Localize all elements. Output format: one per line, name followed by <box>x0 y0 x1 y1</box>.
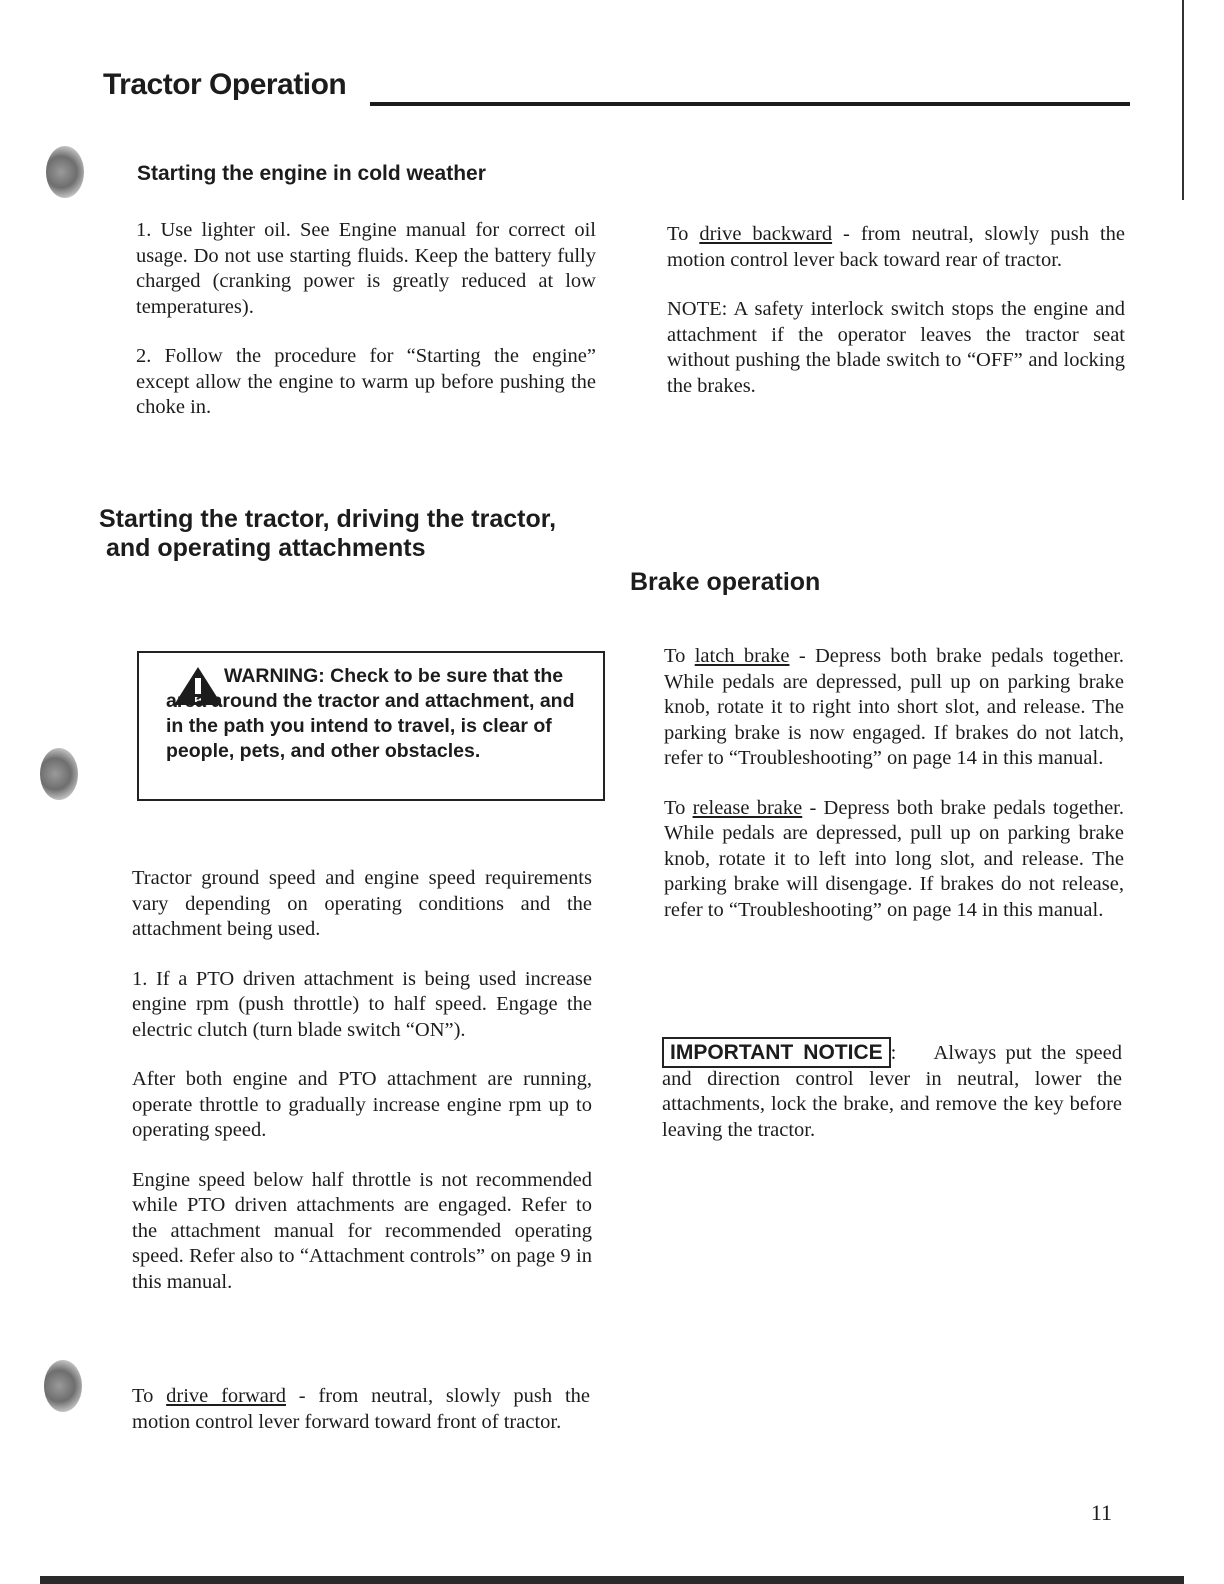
cold-weather-item-2: 2. Follow the procedure for “Starting the engine” except allow the engine to warm up before pushing the choke in. <box>136 345 596 418</box>
cold-weather-heading: Starting the engine in cold weather <box>137 162 486 185</box>
latch-brake-text: - Depress both brake pedals together. While pedals are depressed, pull up on parking brake knob, rotate it to right into short slot, and release. The parking brake is now engaged. If brakes do not latch, refer to “Troubleshooting” on page 14 in this manual. <box>664 645 1124 769</box>
release-brake-prefix: To <box>664 796 693 819</box>
latch-brake-prefix: To <box>664 645 695 667</box>
punch-hole-bottom <box>44 1360 82 1412</box>
brake-body <box>664 644 1124 947</box>
brake-heading: Brake operation <box>630 568 821 596</box>
starting-section-heading <box>99 505 556 563</box>
important-notice-label: IMPORTANT NOTICE <box>662 1037 891 1068</box>
drive-forward-para <box>132 1384 590 1435</box>
drive-forward-term: drive forward <box>166 1385 286 1407</box>
drive-backward-term: drive backward <box>699 223 833 245</box>
important-notice <box>662 1040 1122 1143</box>
drive-forward-text: - from neutral, slowly push the motion control lever forward toward front of tractor. <box>132 1385 590 1433</box>
starting-heading-line-2: and operating attachments <box>106 534 426 562</box>
drive-forward-prefix: To <box>132 1385 167 1407</box>
warning-message: WARNING: Check to be sure that the area around the tractor and attachment, and in the path you intend to travel, is clear of people, pets, and other obstacles. <box>166 665 575 762</box>
important-notice-text: Always put the speed and direction control lever in neutral, lower the attachments, lock the brake, and remove the key before leaving the tractor. <box>662 1042 1123 1141</box>
page-number: 11 <box>1090 1500 1112 1525</box>
speed-requirements-para: Tractor ground speed and engine speed requirements vary depending on operating conditions and the attachment being used. <box>132 867 592 940</box>
bottom-edge-bar <box>40 1576 1184 1584</box>
latch-brake-term: latch brake <box>694 645 790 667</box>
release-brake-para <box>664 796 1124 924</box>
engine-speed-para: Engine speed below half throttle is not recommended while PTO driven attachments are engaged. Refer to the attachment manual for recommended operating speed. Refer also to “Attachment controls” on page 9 in this manual. <box>132 1168 592 1293</box>
punch-hole-top <box>46 146 84 198</box>
cold-weather-body <box>136 218 596 445</box>
warning-text <box>166 664 586 764</box>
release-brake-text: - Depress both brake pedals together. While pedals are depressed, pull up on parking brake knob, rotate it to left into long slot, and release. The parking brake will disengage. If brakes do not release, refer to “Troubleshooting” on page 14 in this manual. <box>664 796 1124 921</box>
throttle-para: After both engine and PTO attachment are running, operate throttle to gradually increase engine rpm up to operating speed. <box>132 1068 592 1141</box>
right-column-top <box>667 222 1125 423</box>
release-brake-term: release brake <box>692 796 803 819</box>
page-edge <box>1182 0 1184 200</box>
drive-backward-para <box>667 222 1125 273</box>
important-notice-colon: : <box>890 1042 897 1064</box>
punch-hole-middle <box>40 748 78 800</box>
drive-backward-prefix: To <box>667 223 700 245</box>
title-rule <box>370 102 1130 106</box>
cold-weather-item-1: 1. Use lighter oil. See Engine manual for correct oil usage. Do not use starting fluids. Keep the battery fully charged (cranking power is greatly reduced at low temperatures). <box>136 219 596 318</box>
starting-heading-line-1: Starting the tractor, driving the tractor, <box>99 505 557 533</box>
starting-body <box>132 866 592 1319</box>
latch-brake-para <box>664 644 1124 772</box>
safety-note: NOTE: A safety interlock switch stops the engine and attachment if the operator leaves the tractor seat without pushing the blade switch to “OFF” and locking the brakes. <box>667 298 1125 397</box>
drive-backward-text: - from neutral, slowly push the motion control lever back toward rear of tractor. <box>667 223 1125 271</box>
pto-step-para: 1. If a PTO driven attachment is being used increase engine rpm (push throttle) to half speed. Engage the electric clutch (turn blade switch “ON”). <box>132 967 592 1041</box>
page-title: Tractor Operation <box>103 68 347 101</box>
